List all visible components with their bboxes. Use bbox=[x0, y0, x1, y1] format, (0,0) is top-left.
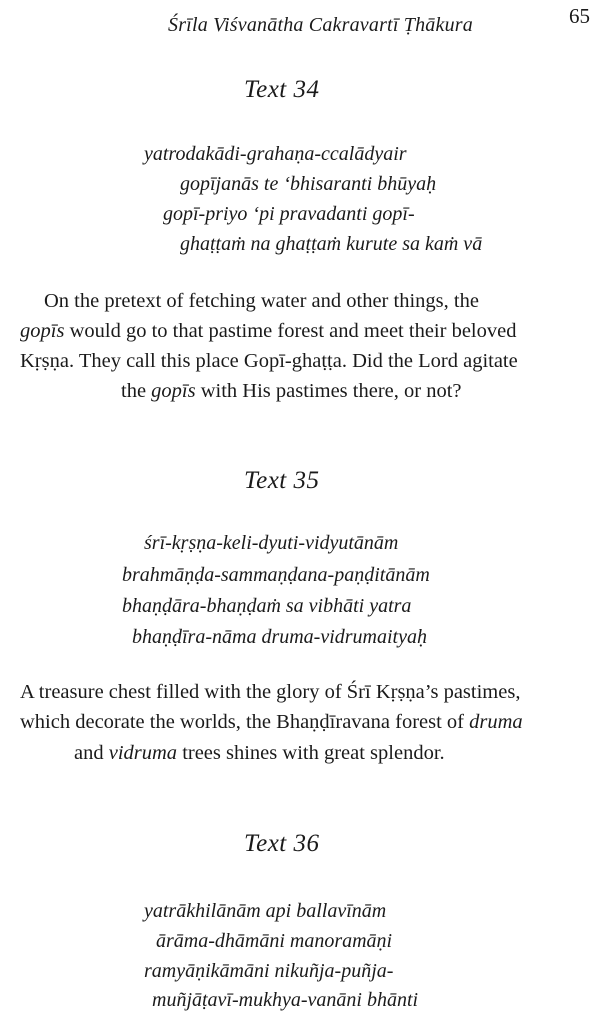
verse-line: gopījanās te ‘bhisaranti bhūyaḥ bbox=[180, 173, 437, 195]
verse-line: ghaṭṭaṁ na ghaṭṭaṁ kurute sa kaṁ vā bbox=[180, 233, 483, 255]
verse-line: yatrākhilānām api ballavīnām bbox=[144, 900, 387, 922]
italic-term: gopīs bbox=[20, 320, 65, 342]
verse-line: ramyāṇikāmāni nikuñja-puñja- bbox=[144, 960, 394, 982]
italic-term: gopīs bbox=[151, 380, 196, 402]
translation-line: which decorate the worlds, the Bhaṇḍīravana forest of druma bbox=[20, 711, 523, 733]
translation-line: the gopīs with His pastimes there, or not? bbox=[121, 380, 462, 402]
section-heading-text-34: Text 34 bbox=[244, 76, 320, 103]
verse-line: ārāma-dhāmāni manoramāṇi bbox=[156, 930, 393, 952]
translation-line: Kṛṣṇa. They call this place Gopī-ghaṭṭa. Did the Lord agitate bbox=[20, 350, 518, 372]
translation-line: gopīs would go to that pastime forest and meet their beloved bbox=[20, 320, 517, 342]
verse-line: yatrodakādi-grahaṇa-ccalādyair bbox=[144, 143, 407, 165]
verse-line: brahmāṇḍa-sammaṇḍana-paṇḍitānām bbox=[122, 564, 430, 586]
verse-line: bhaṇḍāra-bhaṇḍaṁ sa vibhāti yatra bbox=[122, 595, 412, 617]
section-heading-text-36: Text 36 bbox=[244, 830, 320, 857]
translation-line: On the pretext of fetching water and other things, the bbox=[44, 290, 479, 312]
verse-line: muñjāṭavī-mukhya-vanāni bhānti bbox=[152, 989, 419, 1011]
verse-line: bhaṇḍīra-nāma druma-vidrumaityaḥ bbox=[132, 626, 427, 648]
running-header: Śrīla Viśvanātha Cakravartī Ṭhākura bbox=[168, 14, 473, 36]
verse-line: śrī-kṛṣṇa-keli-dyuti-vidyutānām bbox=[144, 532, 399, 554]
verse-line: gopī-priyo ‘pi pravadanti gopī- bbox=[163, 203, 415, 225]
italic-term: vidruma bbox=[108, 742, 178, 764]
page-number: 65 bbox=[569, 4, 590, 28]
section-heading-text-35: Text 35 bbox=[244, 467, 320, 494]
translation-line: A treasure chest filled with the glory of Śrī Kṛṣṇa’s pastimes, bbox=[20, 681, 521, 703]
translation-line: and vidruma trees shines with great splendor. bbox=[74, 742, 445, 764]
italic-term: druma bbox=[469, 711, 523, 733]
